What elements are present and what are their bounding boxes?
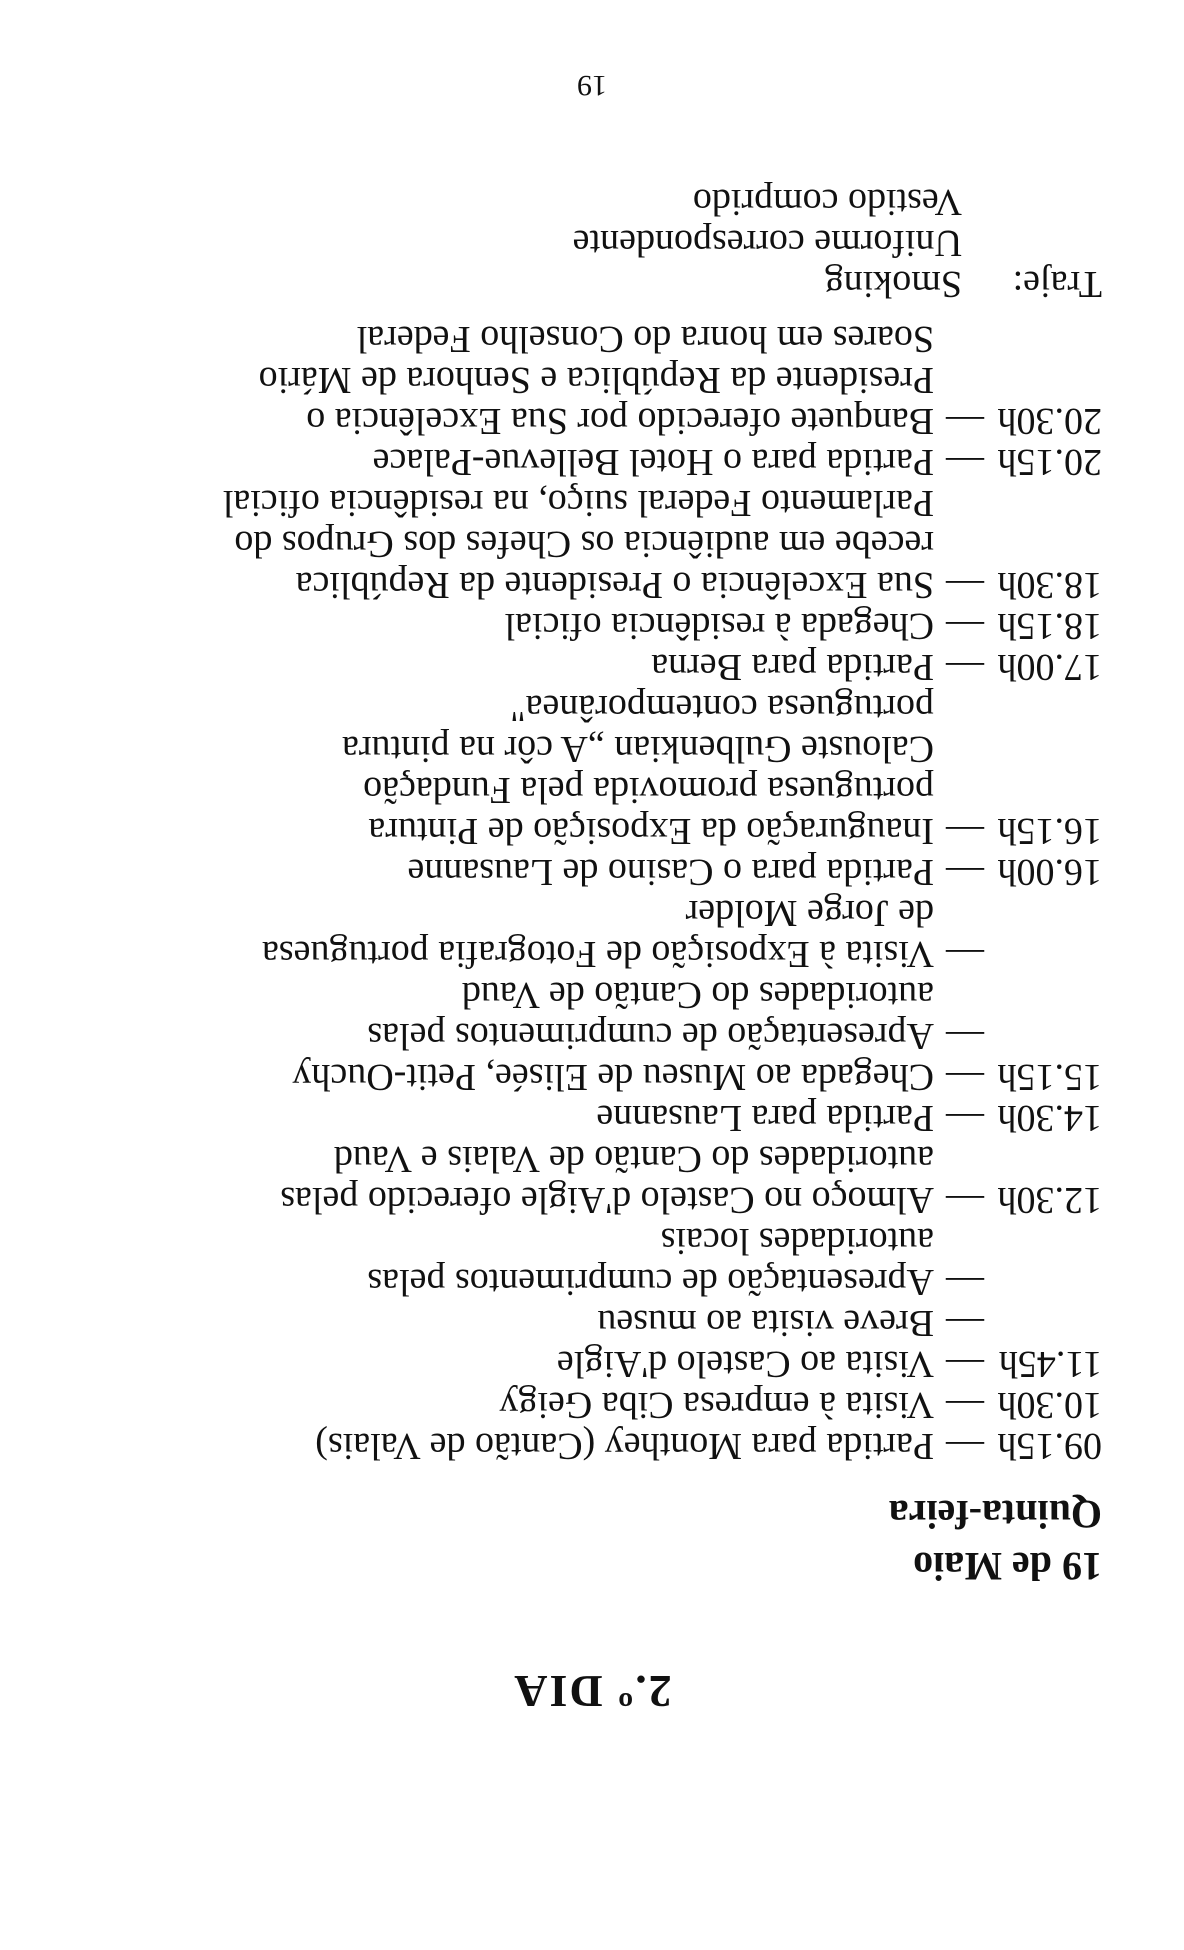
entry-dash: — bbox=[946, 1343, 984, 1385]
page-number: 19 bbox=[577, 69, 607, 102]
entry-text bbox=[82, 892, 934, 974]
entry-line: autoridades locais bbox=[660, 1220, 934, 1262]
entry-line: Chegada à residência oficial bbox=[504, 605, 934, 647]
schedule-entry bbox=[82, 851, 1102, 892]
entry-line: Breve visita ao museu bbox=[597, 1302, 934, 1344]
schedule-entry bbox=[82, 482, 1102, 605]
attire-label: Traje: bbox=[1012, 263, 1102, 305]
entry-time: 18.30h bbox=[997, 564, 1102, 606]
entry-line: Calouste Gulbenkian „A côr na pintura bbox=[341, 728, 934, 770]
entry-text bbox=[82, 1138, 934, 1220]
schedule-entry bbox=[82, 605, 1102, 646]
entry-dash: — bbox=[946, 851, 984, 893]
entry-line: autoridades do Cantão de Vaud bbox=[461, 974, 934, 1016]
entry-time: 09.15h bbox=[997, 1425, 1102, 1467]
entry-line: Partida para o Casino de Lausanne bbox=[407, 851, 934, 893]
entry-dash: — bbox=[946, 1179, 984, 1221]
entry-text bbox=[82, 1097, 934, 1138]
schedule-entry bbox=[82, 687, 1102, 851]
entry-line: Parlamento Federal suiço, na residência oficial bbox=[222, 482, 934, 524]
entry-text bbox=[82, 974, 934, 1056]
entry-line: Apresentação de cumprimentos pelas bbox=[367, 1015, 934, 1057]
entry-line: Partida para o Hotel Bellevue-Palace bbox=[372, 441, 934, 483]
entry-time: 12.30h bbox=[997, 1179, 1102, 1221]
entry-line: portuguesa promovida pela Fundação bbox=[363, 769, 934, 811]
schedule-entry bbox=[82, 1097, 1102, 1138]
day-title: 2.º DIA bbox=[512, 1666, 672, 1717]
entry-line: Partida para Lausanne bbox=[596, 1097, 934, 1139]
entry-line: Apresentação de cumprimentos pelas bbox=[367, 1261, 934, 1303]
entry-time: 20.30h bbox=[997, 400, 1102, 442]
entry-line: Banquete oferecido por Sua Excelência o bbox=[306, 400, 934, 442]
entry-dash: — bbox=[946, 605, 984, 647]
schedule-entry bbox=[82, 1220, 1102, 1302]
entry-line: Presidente da República e Senhora de Mário bbox=[258, 359, 934, 401]
entry-line: de Jorge Molder bbox=[685, 892, 934, 934]
entry-time: 16.00h bbox=[997, 851, 1102, 893]
date-block bbox=[889, 1488, 1102, 1592]
attire-item: Uniforme correspondente bbox=[572, 222, 962, 264]
schedule-entry bbox=[82, 1302, 1102, 1343]
schedule-entry bbox=[82, 974, 1102, 1056]
schedule-entry bbox=[82, 1343, 1102, 1384]
attire-item: Vestido comprido bbox=[692, 181, 962, 223]
entry-line: Chegada ao Museu de Elisée, Petit-Ouchy bbox=[292, 1056, 934, 1098]
entry-line: portuguesa contemporânea" bbox=[510, 687, 934, 729]
entry-line: Visita à Exposição de Fotografia portuguesa bbox=[261, 933, 934, 975]
entry-dash: — bbox=[946, 1384, 984, 1426]
entry-text bbox=[82, 1056, 934, 1097]
entry-line: Visita à empresa Ciba Geigy bbox=[499, 1384, 934, 1426]
entry-text bbox=[82, 1384, 934, 1425]
entry-time: 18.15h bbox=[997, 605, 1102, 647]
entry-dash: — bbox=[946, 441, 984, 483]
entry-dash: — bbox=[946, 810, 984, 852]
entry-dash: — bbox=[946, 933, 984, 975]
entry-line: autoridades do Cantão de Valais e Vaud bbox=[333, 1138, 934, 1180]
schedule-list bbox=[82, 318, 1102, 1466]
entry-text bbox=[82, 1302, 934, 1343]
entry-dash: — bbox=[946, 1261, 984, 1303]
weekday-heading: Quinta-feira bbox=[888, 1492, 1102, 1537]
entry-dash: — bbox=[946, 1015, 984, 1057]
entry-text bbox=[82, 605, 934, 646]
entry-line: Inauguração da Exposição de Pintura bbox=[368, 810, 934, 852]
schedule-entry bbox=[82, 646, 1102, 687]
schedule-entry bbox=[82, 1138, 1102, 1220]
schedule-entry bbox=[82, 892, 1102, 974]
attire-item: Smoking bbox=[824, 263, 962, 305]
entry-line: Soares em honra do Conselho Federal bbox=[356, 318, 934, 360]
entry-line: Sua Excelência o Presidente da República bbox=[295, 564, 934, 606]
entry-time: 10.30h bbox=[997, 1384, 1102, 1426]
date-heading: 19 de Maio bbox=[913, 1544, 1102, 1589]
entry-time: 20.15h bbox=[997, 441, 1102, 483]
schedule-entry bbox=[82, 1425, 1102, 1466]
entry-time: 11.45h bbox=[998, 1343, 1102, 1385]
entry-time: 16.15h bbox=[997, 810, 1102, 852]
attire-block bbox=[573, 181, 1102, 304]
entry-dash: — bbox=[946, 400, 984, 442]
entry-text bbox=[82, 482, 934, 605]
entry-line: Almoço no Castelo d'Aigle oferecido pelas bbox=[280, 1179, 934, 1221]
schedule-entry bbox=[82, 1056, 1102, 1097]
entry-time: 14.30h bbox=[997, 1097, 1102, 1139]
schedule-entry bbox=[82, 441, 1102, 482]
entry-dash: — bbox=[946, 1425, 984, 1467]
entry-text bbox=[82, 851, 934, 892]
entry-line: Partida para Berna bbox=[651, 646, 934, 688]
entry-text bbox=[82, 1220, 934, 1302]
entry-dash: — bbox=[946, 1302, 984, 1344]
entry-text bbox=[82, 1343, 934, 1384]
entry-line: Partida para Monthey (Cantão de Valais) bbox=[315, 1425, 934, 1467]
entry-dash: — bbox=[946, 646, 984, 688]
entry-text bbox=[82, 646, 934, 687]
entry-time: 15.15h bbox=[997, 1056, 1102, 1098]
entry-line: Visita ao Castelo d'Aigle bbox=[556, 1343, 934, 1385]
entry-text bbox=[82, 318, 934, 441]
schedule-entry bbox=[82, 1384, 1102, 1425]
entry-dash: — bbox=[946, 1097, 984, 1139]
schedule-entry bbox=[82, 318, 1102, 441]
entry-time: 17.00h bbox=[997, 646, 1102, 688]
entry-text bbox=[82, 441, 934, 482]
entry-text bbox=[82, 1425, 934, 1466]
entry-line: recebe em audiência os Chefes dos Grupos do bbox=[234, 523, 934, 565]
entry-dash: — bbox=[946, 1056, 984, 1098]
attire-items bbox=[573, 181, 962, 304]
entry-dash: — bbox=[946, 564, 984, 606]
entry-text bbox=[82, 687, 934, 851]
